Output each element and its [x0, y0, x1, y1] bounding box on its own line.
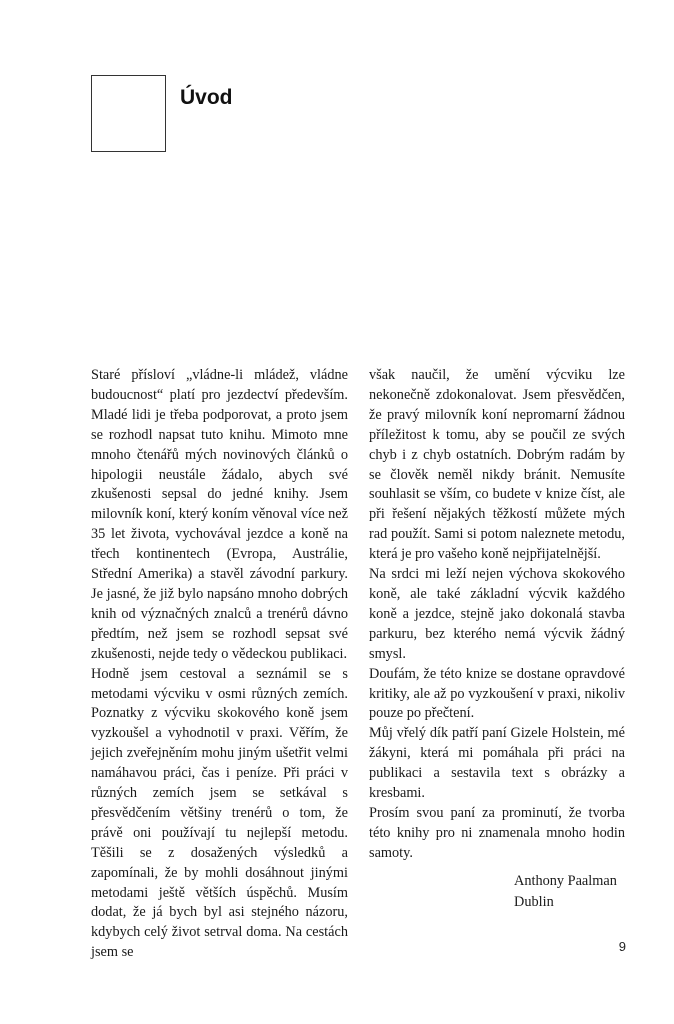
author-place: Dublin [514, 894, 554, 910]
paragraph: Můj vřelý dík patří paní Gizele Holstein, mé žákyni, která mi pomáhala při práci na publikaci a sestavila text s obrázky a kresbami. [369, 725, 625, 802]
text-column-right [369, 366, 625, 864]
chapter-title: Úvod [180, 86, 233, 109]
paragraph: Hodně jsem cestoval a seznámil se s metodami výcviku v osmi různých zemích. Poznatky z výcviku skokového koně jsem vyzkoušel a vyhodnotil v praxi. Věřím, že jejich zveřejněním mohu jiným ušetřit velmi namáhavou práci, čas i peníze. Při práci v různých zemích jsem se setkával s přesvědčením většiny trenérů o tom, že právě oni používají tu nejlepší metodu. Těšili se z dosažených výsledků a zapomínali, že by mohli dosáhnout jinými metodami ještě větších úspěchů. Musím dodat, že já bych byl asi stejného názoru, kdybych celý život setrval doma. Na cestách jsem se [91, 665, 348, 961]
paragraph: Staré přísloví „vládne-li mládež, vládne budoucnost“ platí pro jezdectví především. Mladé lidi je třeba podporovat, a proto jsem se rozhodl napsat tuto knihu. Mimoto mne mnoho čtenářů mých novinových článků o hipologii neustále žádalo, abych své zkušenosti sepsal do jedné knihy. Jsem milovník koní, který koním věnoval více než 35 let života, vychovával jezdce a koně na třech kontinentech (Evropa, Austrálie, Střední Amerika) a stavěl závodní parkury. Je jasné, že již bylo napsáno mnoho dobrých knih od význačných znalců a trenérů dávno předtím, než jsem se rozhodl sepsat své zkušenosti, nejde tedy o vědeckou publikaci. [91, 367, 348, 662]
paragraph: Na srdci mi leží nejen výchova skokového koně, ale také základní výcvik každého koně a jezdce, stejně jako dokonalá stavba parkuru, bez kterého nemá výcvik žádný smysl. [369, 566, 625, 662]
text-column-left [91, 366, 348, 963]
chapter-marker-box [91, 75, 166, 152]
page-number: 9 [618, 939, 626, 954]
paragraph: však naučil, že umění výcviku lze nekonečně zdokonalovat. Jsem přesvědčen, že pravý milovník koní nepromarní žádnou příležitost k tomu, aby se poučil ze svých chyb i z chyb ostatních. Dobrým radám by se člověk neměl nikdy bránit. Nemusíte souhlasit se vším, co budete v knize číst, ale při řešení nějakých těžkostí můžete mých rad použít. Sami si potom naleznete metodu, která je pro vašeho koně nejpřijatelnější. [369, 367, 625, 563]
paragraph: Doufám, že této knize se dostane opravdové kritiky, ale až po vyzkoušení v praxi, nikoliv pouze po přečtení. [369, 665, 625, 722]
author-name: Anthony Paalman [514, 873, 617, 889]
author-signature [514, 871, 617, 913]
paragraph: Prosím svou paní za prominutí, že tvorba této knihy pro ni znamenala mnoho hodin samoty. [369, 804, 625, 861]
